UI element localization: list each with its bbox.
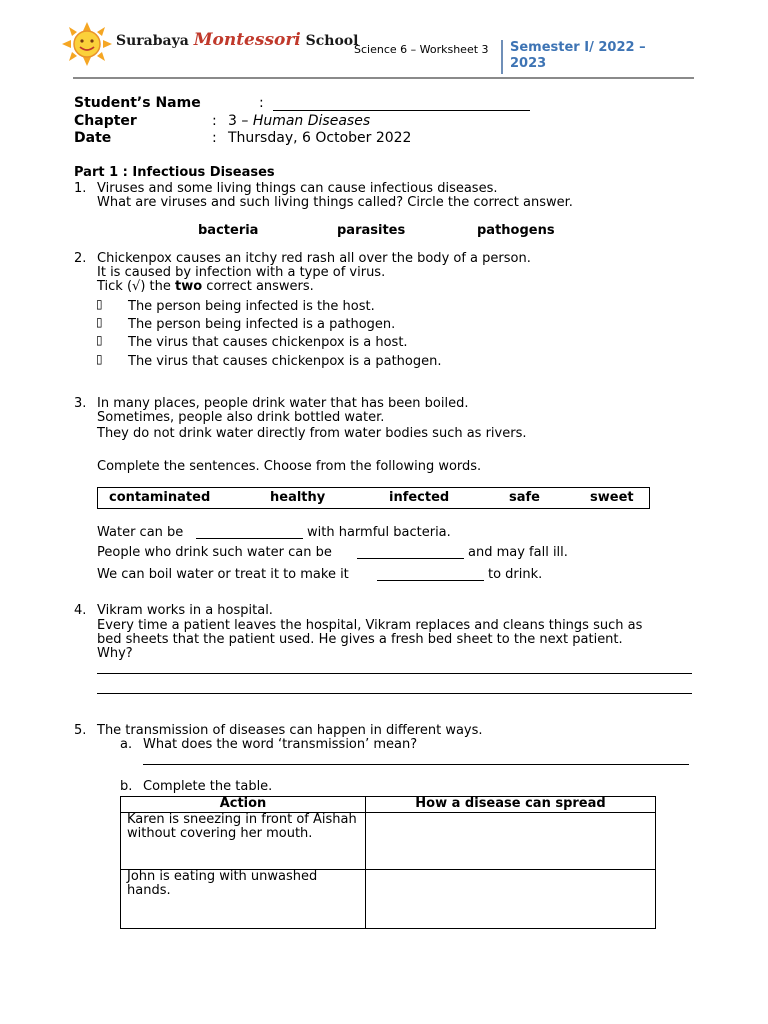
q1-number: 1. (74, 181, 87, 196)
q3-sentence1-start: Water can be (97, 525, 184, 540)
q2-line2: It is caused by infection with a type of virus. (97, 265, 386, 280)
transmission-table (120, 796, 656, 929)
chapter-colon: : (212, 113, 217, 129)
q3-sentence3-start: We can boil water or treat it to make it (97, 567, 349, 582)
sun-logo-icon (62, 22, 112, 66)
part1-title: Part 1 : Infectious Diseases (74, 165, 275, 180)
q5a-answer-line[interactable] (143, 764, 689, 765)
q2-number: 2. (74, 251, 87, 266)
q3-sentence3-end: to drink. (488, 567, 543, 582)
table-header-spread: How a disease can spread (366, 797, 656, 813)
word-bank-item: healthy (270, 490, 326, 505)
word-bank (97, 487, 650, 509)
q4-number: 4. (74, 603, 87, 618)
q1-option-bacteria[interactable]: bacteria (198, 223, 259, 238)
date-colon: : (212, 130, 217, 146)
q4-line4: Why? (97, 646, 133, 661)
q5b-question: Complete the table. (143, 779, 273, 794)
q3-blank-2[interactable] (357, 558, 464, 559)
q3-blank-3[interactable] (377, 580, 484, 581)
q3-number: 3. (74, 396, 87, 411)
q3-sentence2-start: People who drink such water can be (97, 545, 332, 560)
q2-option-3: The virus that causes chickenpox is a host. (128, 335, 408, 350)
table-header-action: Action (121, 797, 366, 813)
q3-sentence2-end: and may fall ill. (468, 545, 568, 560)
word-bank-item: sweet (590, 490, 634, 505)
q2-checkbox-4[interactable]: ▯ (96, 352, 103, 366)
header-divider (501, 40, 503, 74)
chapter-label: Chapter (74, 113, 137, 129)
q2-checkbox-3[interactable]: ▯ (96, 333, 103, 347)
table-row (121, 870, 656, 929)
q4-answer-line-2[interactable] (97, 693, 692, 694)
chapter-value: 3 – Human Diseases (228, 113, 371, 129)
q3-instruction: Complete the sentences. Choose from the following words. (97, 459, 482, 474)
q5a-question: What does the word ‘transmission’ mean? (143, 737, 418, 752)
word-bank-item: safe (509, 490, 540, 505)
q2-option-1: The person being infected is the host. (128, 299, 375, 314)
date-value: Thursday, 6 October 2022 (228, 130, 412, 146)
q5-line1: The transmission of diseases can happen in different ways. (97, 723, 483, 738)
q2-line1: Chickenpox causes an itchy red rash all over the body of a person. (97, 251, 531, 266)
header-rule (73, 77, 694, 79)
q3-line1: In many places, people drink water that has been boiled. (97, 396, 469, 411)
q3-line3: They do not drink water directly from water bodies such as rivers. (97, 426, 527, 441)
school-name: Surabaya Montessori School (116, 30, 359, 50)
q4-answer-line-1[interactable] (97, 673, 692, 674)
date-label: Date (74, 130, 112, 146)
q1-line1: Viruses and some living things can cause infectious diseases. (97, 181, 498, 196)
semester-label: Semester I/ 2022 – 2023 (510, 40, 646, 71)
q4-line3: bed sheets that the patient used. He gives a fresh bed sheet to the next patient. (97, 632, 623, 647)
q2-checkbox-1[interactable]: ▯ (96, 297, 103, 311)
name-field[interactable] (273, 110, 530, 111)
q5a-label: a. (120, 737, 133, 752)
q1-line2: What are viruses and such living things called? Circle the correct answer. (97, 195, 573, 210)
table-cell-action: John is eating with unwashed hands. (121, 870, 366, 929)
table-cell-answer[interactable] (366, 870, 656, 929)
q4-line1: Vikram works in a hospital. (97, 603, 273, 618)
q2-checkbox-2[interactable]: ▯ (96, 315, 103, 329)
q5-number: 5. (74, 723, 87, 738)
name-colon: : (259, 95, 264, 111)
q1-option-parasites[interactable]: parasites (337, 223, 406, 238)
word-bank-item: infected (389, 490, 450, 505)
q3-blank-1[interactable] (196, 538, 303, 539)
q2-option-2: The person being infected is a pathogen. (128, 317, 396, 332)
q2-option-4: The virus that causes chickenpox is a pathogen. (128, 354, 442, 369)
table-cell-action: Karen is sneezing in front of Aishah without covering her mouth. (121, 813, 366, 870)
q5b-label: b. (120, 779, 133, 794)
q3-line2: Sometimes, people also drink bottled water. (97, 410, 385, 425)
word-bank-item: contaminated (109, 490, 211, 505)
q3-sentence1-end: with harmful bacteria. (307, 525, 451, 540)
table-header-row (121, 797, 656, 813)
name-label: Student’s Name (74, 95, 201, 111)
q1-option-pathogens[interactable]: pathogens (477, 223, 555, 238)
worksheet-title: Science 6 – Worksheet 3 (354, 43, 489, 56)
q2-instruction: Tick (√) the two correct answers. (97, 279, 314, 294)
table-row (121, 813, 656, 870)
table-cell-answer[interactable] (366, 813, 656, 870)
q4-line2: Every time a patient leaves the hospital, Vikram replaces and cleans things such as (97, 618, 643, 633)
